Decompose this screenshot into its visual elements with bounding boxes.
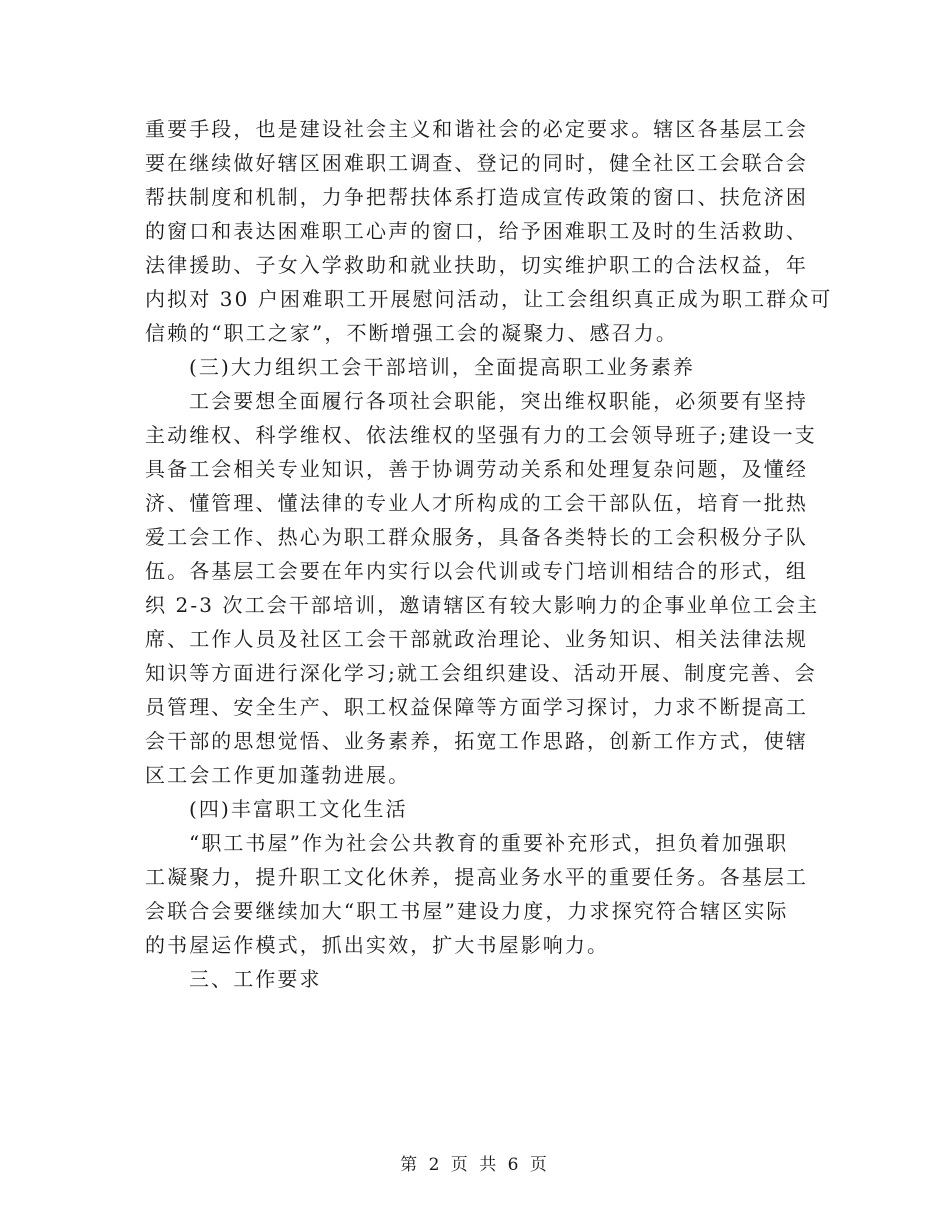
text-line: 的书屋运作模式，抓出实效，扩大书屋影响力。: [145, 933, 610, 957]
text-line: 知识等方面进行深化学习;就工会组织建设、活动开展、制度完善、会: [145, 661, 817, 685]
text-line: 帮扶制度和机制，力争把帮扶体系打造成宣传政策的窗口、扶危济困: [145, 185, 808, 209]
text-line: 席、工作人员及社区工会干部就政治理论、业务知识、相关法律法规: [145, 627, 808, 651]
section-heading: 三、工作要求: [189, 967, 322, 991]
section-heading: (四)丰富职工文化生活: [189, 797, 408, 821]
text-line: 伍。各基层工会要在年内实行以会代训或专门培训相结合的形式，组: [145, 559, 808, 583]
text-line: 具备工会相关专业知识，善于协调劳动关系和处理复杂问题，及懂经: [145, 457, 808, 481]
text-line: 会联合会要继续加大“职工书屋”建设力度，力求探究符合辖区实际: [145, 899, 789, 923]
text-line: 重要手段，也是建设社会主义和谐社会的必定要求。辖区各基层工会: [145, 117, 808, 141]
text-line: 工凝聚力，提升职工文化休养，提高业务水平的重要任务。各基层工: [145, 865, 808, 889]
text-line: 信赖的“职工之家”，不断增强工会的凝聚力、感召力。: [145, 321, 678, 345]
text-line: 的窗口和表达困难职工心声的窗口，给予困难职工及时的生活救助、: [145, 219, 808, 243]
text-line: 爱工会工作、热心为职工群众服务，具备各类特长的工会积极分子队: [145, 525, 808, 549]
text-line: 员管理、安全生产、职工权益保障等方面学习探讨，力求不断提高工: [145, 695, 808, 719]
text-line: 织 2-3 次工会干部培训，邀请辖区有较大影响力的企事业单位工会主: [145, 593, 820, 617]
paragraph-first-line: 工会要想全面履行各项社会职能，突出维权职能，必须要有坚持: [189, 389, 808, 413]
text-line: 主动维权、科学维权、依法维权的坚强有力的工会领导班子;建设一支: [145, 423, 817, 447]
section-heading: (三)大力组织工会干部培训，全面提高职工业务素养: [189, 355, 696, 379]
text-line: 济、懂管理、懂法律的专业人才所构成的工会干部队伍，培育一批热: [145, 491, 808, 515]
page-number: 第 2 页 共 6 页: [400, 1155, 550, 1175]
text-line: 区工会工作更加蓬勃进展。: [145, 763, 411, 787]
paragraph-first-line: “职工书屋”作为社会公共教育的重要补充形式，担负着加强职: [189, 831, 789, 855]
text-line: 会干部的思想觉悟、业务素养，拓宽工作思路，创新工作方式，使辖: [145, 729, 808, 753]
text-line: 法律援助、子女入学救助和就业扶助，切实维护职工的合法权益，年: [145, 253, 808, 277]
text-line: 内拟对 30 户困难职工开展慰问活动，让工会组织真正成为职工群众可: [145, 287, 833, 311]
document-body: [145, 112, 833, 996]
text-line: 要在继续做好辖区困难职工调查、登记的同时，健全社区工会联合会: [145, 151, 808, 175]
